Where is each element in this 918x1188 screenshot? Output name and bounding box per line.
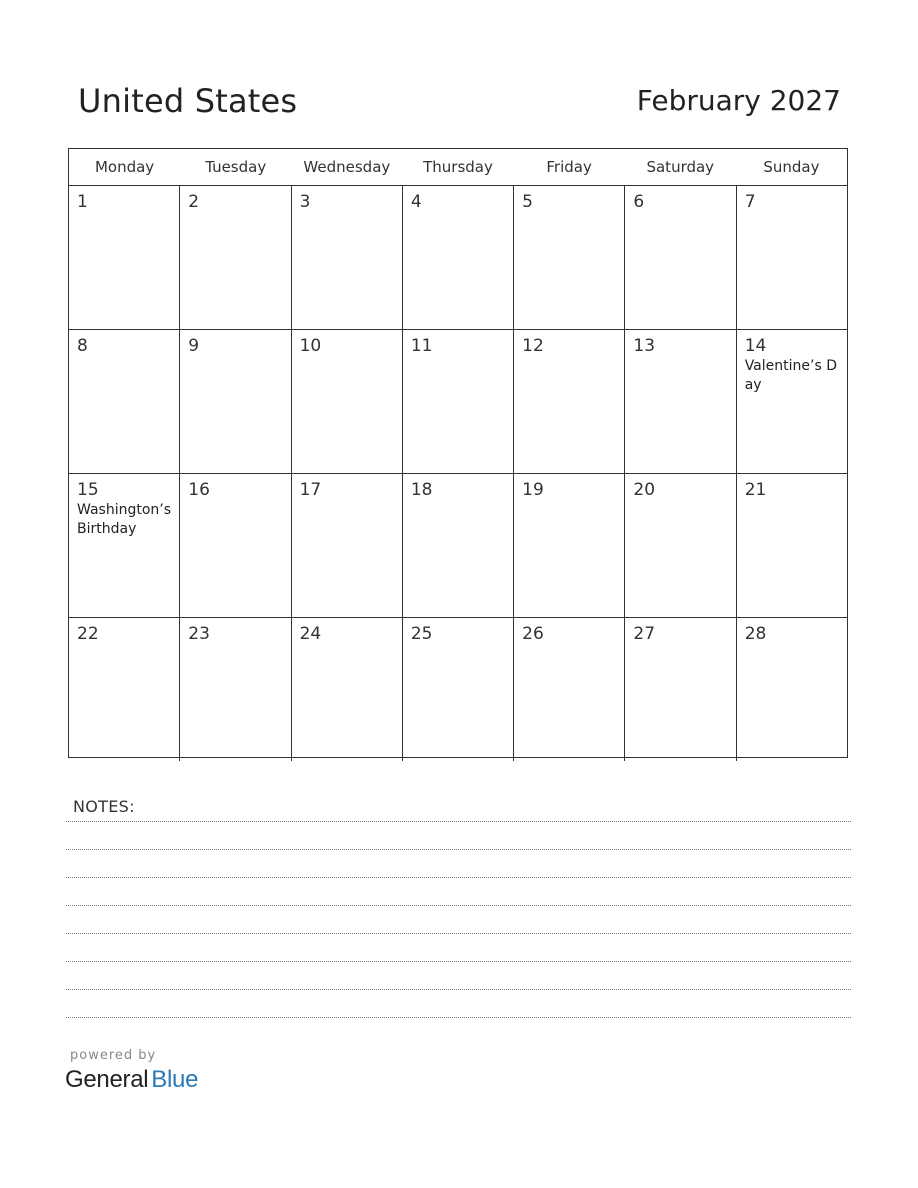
- day-cell: [403, 618, 514, 761]
- date-number: 19: [522, 480, 544, 500]
- date-number: 5: [522, 192, 533, 212]
- date-number: 21: [744, 480, 767, 500]
- calendar-week-2: [69, 330, 847, 474]
- weekday-friday: Friday: [546, 158, 592, 176]
- calendar-week-4: [69, 618, 847, 761]
- day-cell: [625, 618, 736, 761]
- powered-by-text: powered by: [70, 1048, 157, 1063]
- notes-line: [66, 933, 851, 934]
- date-number: 16: [188, 480, 210, 500]
- day-cell: [292, 330, 403, 473]
- day-cell: [292, 186, 403, 329]
- date-number: 15: [77, 480, 99, 500]
- notes-line: [66, 1017, 851, 1018]
- day-cell: [737, 474, 847, 617]
- date-number: 26: [522, 624, 544, 644]
- date-number: 23: [188, 624, 210, 644]
- day-cell: [737, 618, 847, 761]
- date-number: 25: [410, 624, 433, 644]
- day-cell: [180, 330, 291, 473]
- notes-line: [66, 821, 851, 822]
- day-cell: [514, 474, 625, 617]
- weekday-monday: Monday: [94, 158, 155, 176]
- date-number: 28: [744, 624, 767, 644]
- date-number: 18: [410, 480, 433, 500]
- date-number: 12: [522, 336, 544, 356]
- day-cell: [180, 186, 291, 329]
- page-title-month: February 2027: [636, 84, 841, 117]
- date-number: 22: [77, 624, 99, 644]
- notes-label: NOTES:: [73, 797, 135, 816]
- day-cell: [69, 618, 180, 761]
- notes-line: [66, 989, 851, 990]
- calendar-week-1: [69, 186, 847, 330]
- day-cell: [292, 474, 403, 617]
- date-number: 3: [299, 192, 311, 212]
- holiday-label: Valentine’s Day: [744, 358, 837, 393]
- notes-line: [66, 877, 851, 878]
- date-number: 11: [410, 336, 433, 356]
- day-cell: [737, 186, 847, 329]
- day-cell: [625, 186, 736, 329]
- date-number: 20: [633, 480, 656, 500]
- date-number: 4: [410, 192, 422, 212]
- weekday-saturday: Saturday: [646, 158, 715, 176]
- brand-blue-text: Blue: [151, 1066, 199, 1093]
- date-number: 7: [744, 192, 756, 212]
- weekday-wednesday: Wednesday: [303, 158, 391, 176]
- day-cell: [180, 618, 291, 761]
- day-cell: [514, 330, 625, 473]
- day-cell: [292, 618, 403, 761]
- date-number: 17: [299, 480, 322, 500]
- notes-line: [66, 961, 851, 962]
- page-title-country: United States: [78, 82, 298, 120]
- holiday-label: Washington’s Birthday: [77, 502, 172, 537]
- day-cell: [514, 618, 625, 761]
- calendar-grid: [68, 148, 848, 758]
- weekday-tuesday: Tuesday: [205, 158, 267, 176]
- date-number: 14: [744, 336, 767, 356]
- notes-line: [66, 849, 851, 850]
- day-cell: [69, 474, 180, 617]
- date-number: 24: [299, 624, 322, 644]
- day-cell: [403, 330, 514, 473]
- date-number: 6: [633, 192, 645, 212]
- day-cell: [403, 186, 514, 329]
- day-cell: [180, 474, 291, 617]
- notes-line: [66, 905, 851, 906]
- date-number: 9: [188, 336, 200, 356]
- weekday-thursday: Thursday: [423, 158, 493, 176]
- day-cell: [737, 330, 847, 473]
- date-number: 2: [188, 192, 200, 212]
- day-cell: [69, 330, 180, 473]
- day-cell: [625, 330, 736, 473]
- generalblue-logo: [65, 1066, 198, 1094]
- date-number: 27: [633, 624, 656, 644]
- day-cell: [69, 186, 180, 329]
- date-number: 1: [77, 192, 88, 212]
- day-cell: [625, 474, 736, 617]
- calendar-week-3: [69, 474, 847, 618]
- date-number: 13: [633, 336, 656, 356]
- weekday-header-row: [69, 149, 847, 186]
- date-number: 10: [299, 336, 322, 356]
- day-cell: [403, 474, 514, 617]
- brand-general-text: General: [65, 1066, 149, 1093]
- day-cell: [514, 186, 625, 329]
- weekday-sunday: Sunday: [763, 158, 820, 176]
- date-number: 8: [77, 336, 88, 356]
